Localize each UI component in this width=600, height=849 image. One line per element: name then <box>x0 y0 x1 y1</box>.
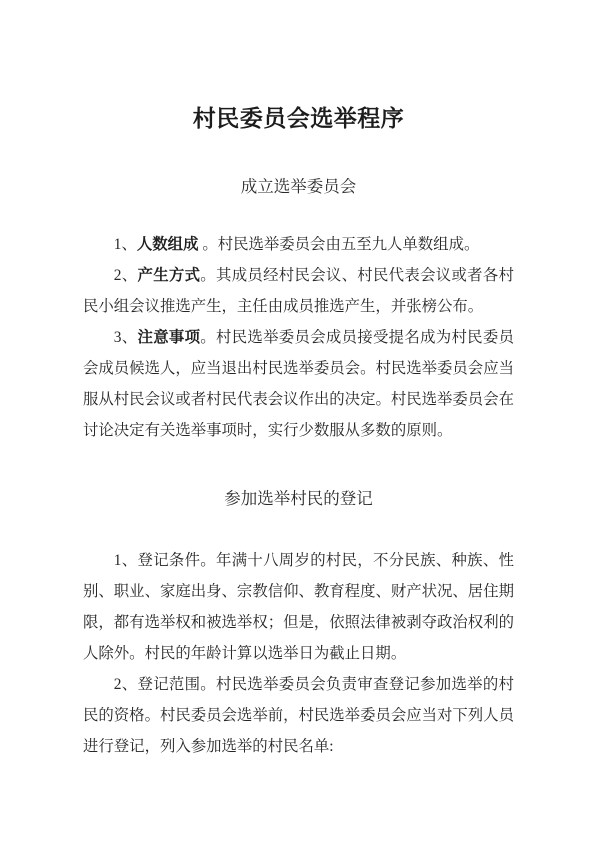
section-establish-election-committee <box>83 175 514 446</box>
paragraph-label: 登记条件 <box>137 552 201 569</box>
paragraph-number: 1、 <box>113 552 138 569</box>
section-body <box>83 229 514 446</box>
section-body <box>83 545 514 762</box>
paragraph-number: 1、 <box>113 236 137 253</box>
paragraph-number: 2、 <box>113 267 138 284</box>
section-voter-registration <box>83 487 514 762</box>
document-title: 村民委员会选举程序 <box>192 105 405 131</box>
paragraph <box>83 322 514 446</box>
paragraph-body: 。村民选举委员会由五至九人单数组成。 <box>198 236 480 253</box>
section-heading: 参加选举村民的登记 <box>224 489 373 508</box>
paragraph-number: 3、 <box>113 329 138 346</box>
paragraph-label: 注意事项 <box>137 329 201 346</box>
section-heading: 成立选举委员会 <box>240 177 357 196</box>
paragraph <box>83 545 514 669</box>
paragraph-label: 人数组成 <box>136 236 199 253</box>
paragraph <box>83 260 514 322</box>
paragraph-label: 登记范围 <box>137 676 201 693</box>
paragraph-body: 。村民选举委员会成员接受提名成为村民委员会成员候选人，应当退出村民选举委员会。村民选举委员会应当服从村民会议或者村民代表会议作出的决定。村民选举委员会在讨论决定有关选举事项时，实行少数服从多数的原则。 <box>83 329 514 439</box>
paragraph <box>83 229 514 260</box>
paragraph-body: 。年满十八周岁的村民，不分民族、种族、性别、职业、家庭出身、宗教信仰、教育程度、财产状况、居住期限，都有选举权和被选举权；但是，依照法律被剥夺政治权利的人除外。村民的年龄计算以选举日为截止日期。 <box>83 552 514 662</box>
paragraph <box>83 669 514 762</box>
paragraph-number: 2、 <box>113 676 138 693</box>
paragraph-body: 。村民选举委员会负责审查登记参加选举的村民的资格。村民委员会选举前，村民选举委员会应当对下列人员进行登记，列入参加选举的村民名单: <box>83 676 514 755</box>
paragraph-label: 产生方式 <box>137 267 201 284</box>
paragraph-body: 。其成员经村民会议、村民代表会议或者各村民小组会议推选产生，主任由成员推选产生，并张榜公布。 <box>83 267 514 315</box>
